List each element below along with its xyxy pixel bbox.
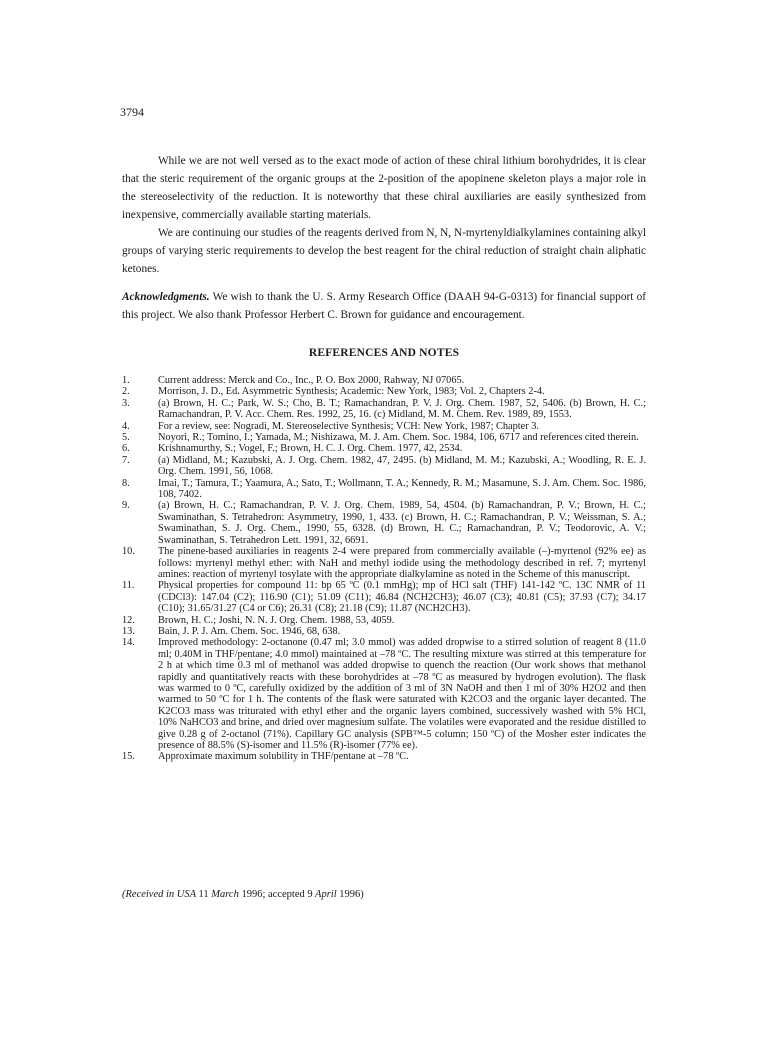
accepted-month: April [315, 889, 337, 900]
reference-item [122, 421, 646, 432]
reference-item [122, 626, 646, 637]
reference-item [122, 398, 646, 421]
references-title: REFERENCES AND NOTES [308, 347, 460, 359]
reference-number: 4. [122, 420, 130, 432]
reference-item [122, 500, 646, 546]
accepted-year: 1996) [339, 889, 364, 900]
reference-number: 1. [122, 375, 130, 386]
reference-number: 7. [122, 454, 130, 466]
paragraph: We are continuing our studies of the reagents derived from N, N, N-myrtenyldialkylamines containing alkyl groups of varying steric requirements to develop the best reagent for the chiral reduction of straight chain aliphatic ketones. [122, 227, 646, 275]
acknowledgments-text: We wish to thank the U. S. Army Research Office (DAAH 94-G-0313) for financial support of this project. We also thank Professor Herbert C. Brown for guidance and encouragement. [122, 291, 646, 321]
reference-number: 12. [122, 614, 135, 626]
reference-text: Current address: Merck and Co., Inc., P. O. Box 2000, Rahway, NJ 07065. [158, 375, 465, 386]
reference-item [122, 443, 646, 454]
reference-number: 10. [122, 546, 135, 558]
reference-item [122, 375, 646, 386]
reference-number: 2. [122, 386, 130, 398]
reference-number: 5. [122, 432, 130, 444]
received-day: 11 [198, 889, 209, 900]
reference-text: (a) Brown, H. C.; Park, W. S.; Cho, B. T.; Ramachandran, P. V. J. Org. Chem. 1987, 52, 5406. (b) Brown, H. C.; Ramachandran, P. V. Acc. Chem. Res. 1992, 25, 16. (c) Midland, M. M. Chem. Rev. 1989, 89, 1553. [158, 397, 646, 421]
acknowledgments [122, 288, 646, 324]
main-text [122, 152, 646, 324]
reference-number: 14. [122, 637, 135, 649]
reference-text: Morrison, J. D., Ed. Asymmetric Synthesis; Academic: New York, 1983; Vol. 2, Chapters 2-4. [158, 386, 545, 398]
reference-item [122, 637, 646, 751]
reference-text: Krishnamurthy, S.; Vogel, F.; Brown, H. C. J. Org. Chem. 1977, 42, 2534. [158, 443, 463, 455]
reference-number: 3. [122, 397, 130, 409]
reference-text: (a) Brown, H. C.; Ramachandran, P. V. J. Org. Chem. 1989, 54, 4504. (b) Ramachandran, P. V.; Brown, H. C.; Swaminathan, S. Tetrahedron: Asymmetry, 1990, 1, 433. (c) Brown, H. C.; Ramachandran, P. V.; Weissman, S. A.; Swaminathan, S. J. Org. Chem., 1990, 55, 6328. (d) Brown, H. C.; Ramachandran, P. V.; Teodorovic, A. V.; Swaminathan, S. Tetrahedron Lett. 1991, 32, 6691. [158, 500, 646, 546]
reference-item [122, 432, 646, 443]
references-list [122, 375, 646, 763]
reference-number: 15. [122, 751, 135, 763]
reference-item [122, 580, 646, 614]
reference-text: Physical properties for compound 11: bp 65 ºC (0.1 mmHg); mp of HCl salt (THF) 141-142 ºC. 13C NMR of 11 (CDCl3): 147.04 (C2); 116.90 (C1); 51.09 (C11); 46.84 (NCH2CH3); 46.07 (C3); 40.81 (C5); 37.93 (C7); 34.17 (C10); 31.65/31.27 (C4 or C6); 26.31 (C8); 21.18 (C9); 11.87 (NCH2CH3). [158, 580, 646, 615]
reference-text: Noyori, R.; Tomino, I.; Yamada, M.; Nishizawa, M. J. Am. Chem. Soc. 1984, 106, 6717 and references cited therein. [158, 432, 639, 444]
reference-text: Improved methodology: 2-octanone (0.47 ml; 3.0 mmol) was added dropwise to a stirred solution of reagent 8 (11.0 ml; 0.40M in THF/pentane; 4.0 mmol) maintained at –78 ºC. The resulting mixture was stirred at this temperature for 2 h at which time 0.3 ml of methanol was added dropwise to quench the reaction (Our work shows that methanol rapidly and quantitatively reacts with these borohydrides at –78 ºC as measured by hydrogen evolution). The flask was warmed to 0 ºC, carefully oxidized by the addition of 3 ml of 3N NaOH and then 1 ml of 30% H2O2 and then warmed to 50 ºC for 1 h. The contents of the flask were saturated with K2CO3 and the organic layer decanted. The K2CO3 mass was triturated with ethyl ether and the organic layers combined, successively washed with 5% HCl, 10% NaHCO3 and brine, and dried over magnesium sulfate. The volatiles were evaporated and the residue distilled to give 0.28 g of 2-octanol (71%). Capillary GC analysis (SPB™-5 column; 150 ºC) of the Mosher ester indicates the presence of 88.5% (S)-isomer and 11.5% (R)-isomer (77% ee). [158, 637, 646, 751]
reference-text: Bain, J. P. J. Am. Chem. Soc. 1946, 68, 638. [158, 625, 341, 637]
reference-item [122, 751, 646, 762]
reference-text: The pinene-based auxiliaries in reagents 2-4 were prepared from commercially available (–)-myrtenol (92% ee) as follows: myrtenyl methyl ether: with NaH and methyl iodide using the methodology described in ref. 7; myrtenyl amines: reaction of myrtenyl tosylate with the appropriate dialkylamine as noted in the Scheme of this manuscript. [158, 546, 646, 580]
received-label: (Received in USA [122, 889, 196, 900]
received-month: March [211, 889, 239, 900]
accepted-day: 9 [307, 889, 313, 900]
reference-text: Imai, T.; Tamura, T.; Yaamura, A.; Sato, T.; Wollmann, T. A.; Kennedy, R. M.; Masamune, S. J. Am. Chem. Soc. 1986, 108, 7402. [158, 477, 646, 501]
reference-item [122, 455, 646, 478]
paragraph: While we are not well versed as to the exact mode of action of these chiral lithium borohydrides, it is clear that the steric requirement of the organic groups at the 2-position of the apopinene skeleton plays a major role in the stereoselectivity of the reduction. It is noteworthy that these chiral auxiliaries are easily synthesized from inexpensive, commercially available starting materials. [122, 155, 646, 221]
reference-item [122, 386, 646, 397]
acknowledgments-heading: Acknowledgments. [122, 291, 210, 303]
reference-text: For a review, see: Nogradi, M. Stereoselective Synthesis; VCH: New York, 1987; Chapter 3. [158, 420, 539, 432]
reference-number: 11. [122, 580, 135, 592]
page-number: 3794 [120, 105, 144, 119]
reference-item [122, 546, 646, 580]
reference-text: Brown, H. C.; Joshi, N. N. J. Org. Chem. 1988, 53, 4059. [158, 614, 395, 626]
reference-number: 8. [122, 477, 130, 489]
reference-item [122, 478, 646, 501]
reference-number: 13. [122, 625, 135, 637]
reference-number: 6. [122, 443, 130, 455]
received-dates [122, 889, 364, 900]
reference-text: Approximate maximum solubility in THF/pentane at –78 ºC. [158, 751, 409, 763]
reference-number: 9. [122, 500, 130, 512]
accepted-label: 1996; accepted [241, 889, 305, 900]
reference-item [122, 615, 646, 626]
reference-text: (a) Midland, M.; Kazubski, A. J. Org. Chem. 1982, 47, 2495. (b) Midland, M. M.; Kazubski, A.; Woodling, R. E. J. Org. Chem. 1991, 56, 1068. [158, 454, 646, 478]
